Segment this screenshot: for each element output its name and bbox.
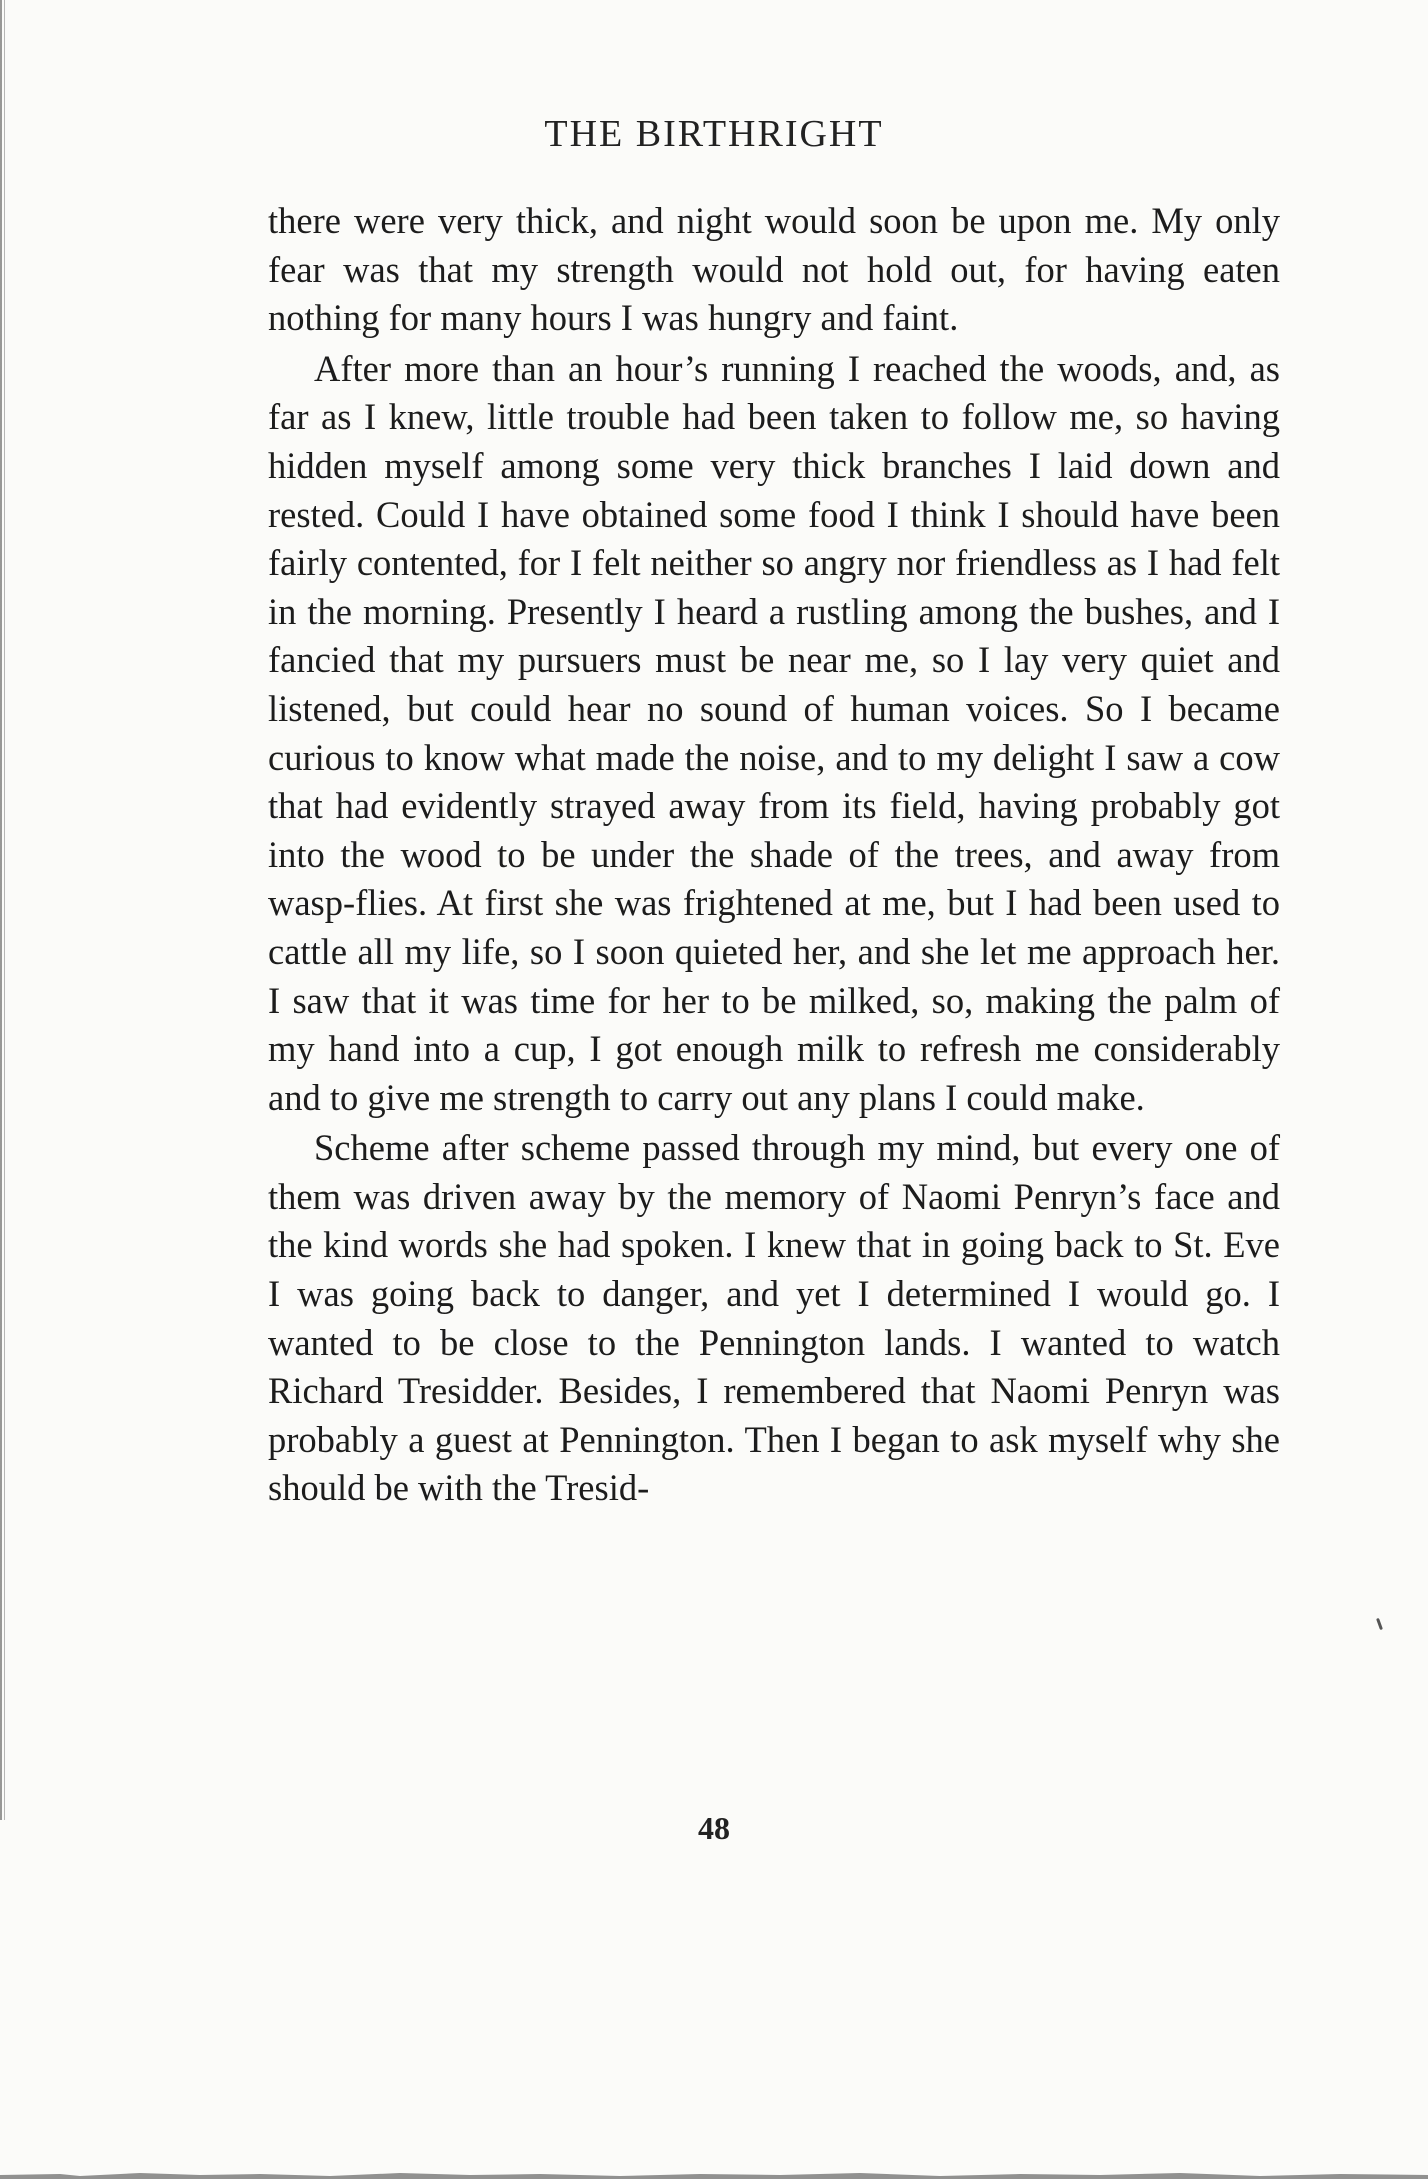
- paragraph-2: After more than an hour’s running I reached the woods, and, as far as I knew, little trouble had been taken to follow me, so having hidden myself among some very thick branches I laid down and rested. Could I have obtained some food I think I should have been fairly contented, for I felt neither so angry nor friendless as I had felt in the morning. Presently I heard a rustling among the bushes, and I fancied that my pursuers must be near me, so I lay very quiet and listened, but could hear no sound of human voices. So I became curious to know what made the noise, and to my delight I saw a cow that had evidently strayed away from its field, having probably got into the wood to be under the shade of the trees, and away from wasp-flies. At first she was frightened at me, but I had been used to cattle all my life, so I soon quieted her, and she let me approach her. I saw that it was time for her to be milked, so, making the palm of my hand into a cup, I got enough milk to refresh me considerably and to give me strength to carry out any plans I could make.: [268, 347, 1280, 1118]
- page-number: 48: [698, 1810, 730, 1846]
- stray-mark: [1376, 1618, 1383, 1630]
- running-head: THE BIRTHRIGHT: [544, 113, 884, 155]
- body-text: [268, 197, 1280, 1513]
- paragraph-3: Scheme after scheme passed through my mind, but every one of them was driven away by the memory of Naomi Penryn’s face and the kind words she had spoken. I knew that in going back to St. Eve I was going back to danger, and yet I determined I would go. I wanted to be close to the Pennington lands. I wanted to watch Richard Tresidder. Besides, I remembered that Naomi Penryn was probably a guest at Pennington. Then I began to ask myself why she should be with the Tresid-: [268, 1127, 1280, 1509]
- paragraph-1: there were very thick, and night would soon be upon me. My only fear was that my strength would not hold out, for having eaten nothing for many hours I was hungry and faint.: [268, 200, 1280, 339]
- binding-edge: [0, 0, 6, 1820]
- scan-edge-artifact: [0, 2165, 1428, 2179]
